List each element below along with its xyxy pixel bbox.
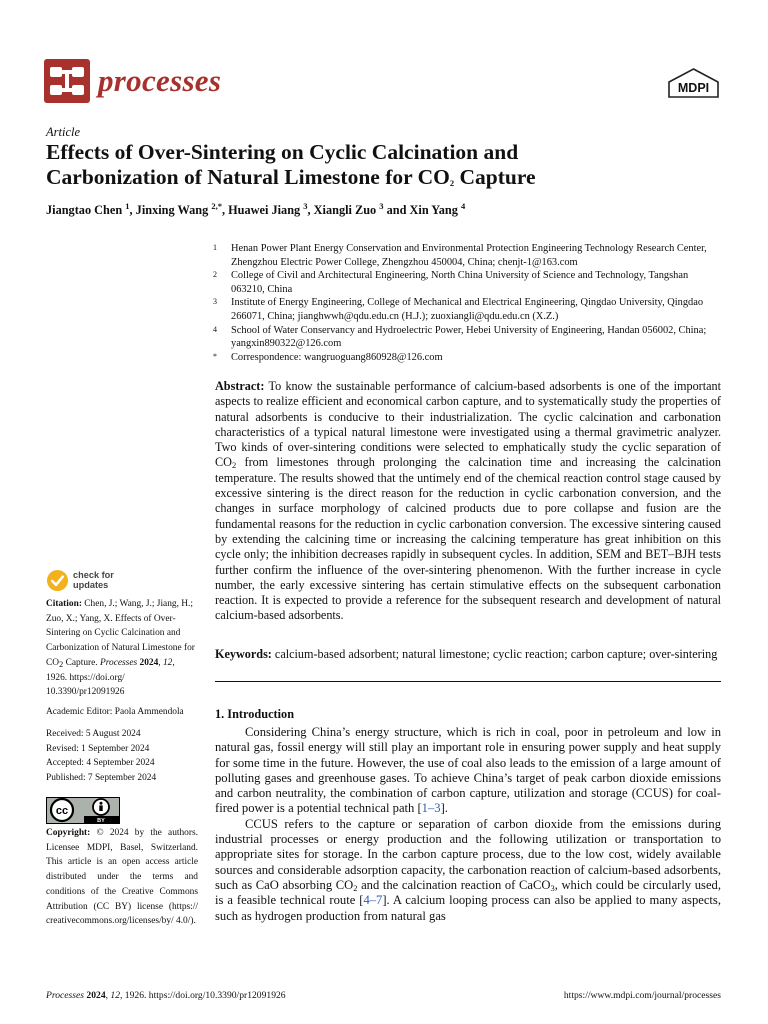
section-divider [215, 681, 721, 682]
affiliation-text: Henan Power Plant Energy Conservation and Environmental Protection Engineering Technology Research Center, Zhengzhou Electric Power College, Zhengzhou 450004, China; chenjt-1@163.com [231, 243, 707, 268]
citation-text [46, 599, 195, 697]
date-item: Received: 5 August 2024 [46, 729, 141, 739]
text-run: Capture. [63, 657, 100, 668]
copyright-notice [46, 826, 198, 929]
subscript: 2 [231, 460, 237, 471]
author-affiliation-mark: 2,* [211, 200, 222, 211]
text-run: Chen, J.; Wang, J.; Jiang, H.; Zuo, X.; Yang, X. Effects of Over-Sintering on Cyclic Calcination and Carbonization of Natural Limestone for CO [46, 599, 195, 668]
article-type: Article [46, 125, 81, 139]
abstract-label: Abstract: [215, 379, 265, 393]
author-affiliation-mark: 3 [303, 200, 308, 211]
subscript: 2 [59, 658, 64, 669]
keywords [215, 647, 721, 662]
footer-journal-url[interactable]: https://www.mdpi.com/journal/processes [563, 990, 721, 1001]
reference-link[interactable]: 4–7 [363, 893, 383, 908]
affiliation-number: 1 [213, 243, 217, 252]
footer-volume: 12 [110, 990, 120, 1001]
author-separator: , [307, 203, 314, 217]
footer-doi[interactable]: , 1926. https://doi.org/10.3390/pr12091926 [120, 990, 286, 1001]
affiliation-item [213, 269, 723, 296]
footer-year: 2024 [86, 990, 106, 1001]
date-list [46, 727, 198, 786]
academic-editor: Academic Editor: Paola Ammendola [46, 707, 184, 717]
body-paragraph [215, 725, 721, 817]
keywords-text: calcium-based adsorbent; natural limestone; cyclic reaction; carbon capture; over-sintering [271, 647, 718, 661]
publisher-name: MDPI [677, 81, 710, 95]
processes-logo-icon [44, 59, 90, 103]
affiliation-item [213, 351, 723, 365]
reference-link[interactable]: 1–3 [421, 801, 441, 816]
affiliation-text: Institute of Energy Engineering, College of Mechanical and Electrical Engineering, Qingdao University, Qingdao 266071, China; jianghwwh@qdu.edu.cn (H.J.); zuoxiangli@qdu.edu.cn (X.Z.) [231, 297, 704, 322]
author-affiliation-mark: 4 [461, 200, 466, 211]
license-label: BY [97, 818, 105, 824]
author-name[interactable]: Jinxing Wang [135, 203, 209, 217]
cc-icon: cc [55, 805, 69, 817]
text-run: Carbonization of Natural Limestone for CO [46, 165, 450, 189]
affiliation-item [213, 242, 723, 269]
mdpi-logo[interactable] [667, 68, 720, 98]
updates-line1: check for [73, 569, 114, 580]
body-paragraph [215, 817, 721, 924]
footer-citation: Processes 2024, 12, 1926. https://doi.org/10.3390/pr12091926 [46, 990, 286, 1001]
date-item: Revised: 1 September 2024 [46, 743, 150, 754]
text-run: Considering China’s energy structure, which is rich in coal, poor in petroleum and low in natural gas, fossil energy will still play an important role in ensuring power supply and heat supply for some time in the future. However, the use of coal also leads to the emission of a large amount of polluting gases and greenhouse gases. To achieve China’s target of peak carbon dioxide emissions and carbon neutrality, the combination of carbon capture, utilization and storage (CCUS) for coal-fired power is a potential technical path [ [215, 725, 721, 816]
affiliation-item [213, 324, 723, 351]
author-separator: , [129, 203, 136, 217]
text-run: CCUS refers to the capture or separation of carbon dioxide from the emissions during industrial processes or energy production and the following utilization or transportation to appropriate sites for storage. In the carbon capture process, due to the low cost, widely available sources and considerable adsorption capacity, the carbonation reaction of calcium-based adsorbents, such as CaO absorbing CO [215, 816, 721, 892]
text-run: from limestones through prolonging the calcination time and increasing the calcination temperature. The results showed that the untimely end of the chemical reaction control stage caused by excessive sintering is the direct reason for the reduction in cyclic carbonation conversion, and the changes in surface morphology of calcined products due to pore collapse and fusion are the fundamental reasons for the reduction in cyclic carbonation conversion. The excessive sintering caused by extending the calcining time or increasing the calcining temperature has great inhibition on this cycle only; the inhibition decreases rapidly in subsequent cycles. In addition, SEM and BET–BJH tests further confirm the influence of the over-sintering phenomenon. With the further increase in cycle number, the early excessive sintering has certain stimulative effects on the subsequent carbonation reaction. It is expected to provide a reference for the subsequent research and development of natural calcium-based adsorbents. [215, 455, 721, 623]
abstract-text [215, 379, 721, 622]
author-name[interactable]: Xiangli Zuo [313, 203, 377, 217]
affiliation-text: School of Water Conservancy and Hydroelectric Power, Hebei University of Engineering, Handan 056002, China; yangxin890322@126.com [231, 324, 707, 350]
affiliation-text: College of Civil and Architectural Engineering, North China University of Science and Technology, Tangshan 063210, China [231, 270, 689, 295]
citation-label: Citation: [46, 599, 82, 609]
citation-block [46, 597, 198, 700]
text-run: , which could be circularly used, is a feasible technical route [ [215, 877, 721, 908]
affiliation-text: Correspondence: wangruoguang860928@126.com [231, 351, 443, 363]
author-list [46, 200, 466, 218]
updates-line2: updates [73, 579, 109, 590]
subscript: 3 [550, 882, 555, 893]
author-separator: , [221, 203, 229, 217]
affiliation-number: 2 [213, 270, 217, 280]
check-updates-icon [46, 569, 69, 592]
keywords-label: Keywords: [215, 647, 272, 661]
text-run: ]. A calcium looping process can also be applied to many aspects, such as hydrogen production from natural gas [215, 893, 721, 923]
check-for-updates-badge[interactable] [46, 569, 114, 592]
person-icon [100, 802, 103, 805]
text-run: To know the sustainable performance of calcium-based adsorbents is one of the important aspects to realize efficient and economical carbon capture, and to systematically study the properties of natural adsorbents is conducive to their industrialization. The cyclic calcination and carbonation characteristics of a typical natural limestone were investigated using a thermal gravimetric analyzer. Two kinds of over-sintering conditions were selected to emphatically study the cyclic separation of CO [215, 379, 721, 470]
introduction-body [215, 725, 721, 924]
affiliation-number: 4 [213, 324, 217, 334]
article-title [46, 140, 726, 190]
text-run: , [158, 657, 163, 668]
cc-by-license-badge[interactable] [46, 797, 120, 824]
subscript: 2 [449, 178, 455, 188]
italic-text: 12 [162, 657, 173, 668]
author-name[interactable]: Jiangtao Chen [46, 203, 123, 217]
date-item: Accepted: 4 September 2024 [46, 758, 155, 769]
date-item: Published: 7 September 2024 [46, 773, 157, 784]
text-run: and the calcination reaction of CaCO [357, 877, 551, 892]
journal-name: processes [98, 63, 222, 98]
bold-text: 2024 [139, 657, 159, 668]
affiliation-number: * [213, 351, 217, 361]
copyright-text: © 2024 by the authors. Licensee MDPI, Basel, Switzerland. This article is an open access article distributed under the terms and conditions of the Creative Commons Attribution (CC BY) license (https:// creativecommons.org/licenses/by/ 4.0/). [46, 828, 198, 927]
abstract [215, 379, 721, 624]
text-run: Capture [454, 165, 536, 189]
affiliation-list [213, 242, 723, 364]
affiliation-item [213, 296, 723, 323]
text-run: Effects of Over-Sintering on Cyclic Calcination and [46, 140, 519, 164]
subscript: 2 [353, 882, 358, 893]
author-affiliation-mark: 3 [379, 200, 384, 211]
journal-logo[interactable] [44, 58, 221, 104]
text-run: ]. [440, 801, 448, 816]
copyright-label: Copyright: [46, 828, 91, 838]
text-run: , 1926. https://doi.org/ 10.3390/pr12091926 [46, 657, 175, 698]
author-separator: and [383, 203, 410, 217]
author-name[interactable]: Xin Yang [409, 203, 458, 217]
footer-journal: Processes [46, 990, 85, 1001]
section-heading: 1. Introduction [215, 707, 295, 721]
italic-text: Processes [100, 657, 138, 668]
author-name[interactable]: Huawei Jiang [228, 203, 301, 217]
author-affiliation-mark: 1 [125, 200, 130, 211]
affiliation-number: 3 [213, 297, 217, 307]
